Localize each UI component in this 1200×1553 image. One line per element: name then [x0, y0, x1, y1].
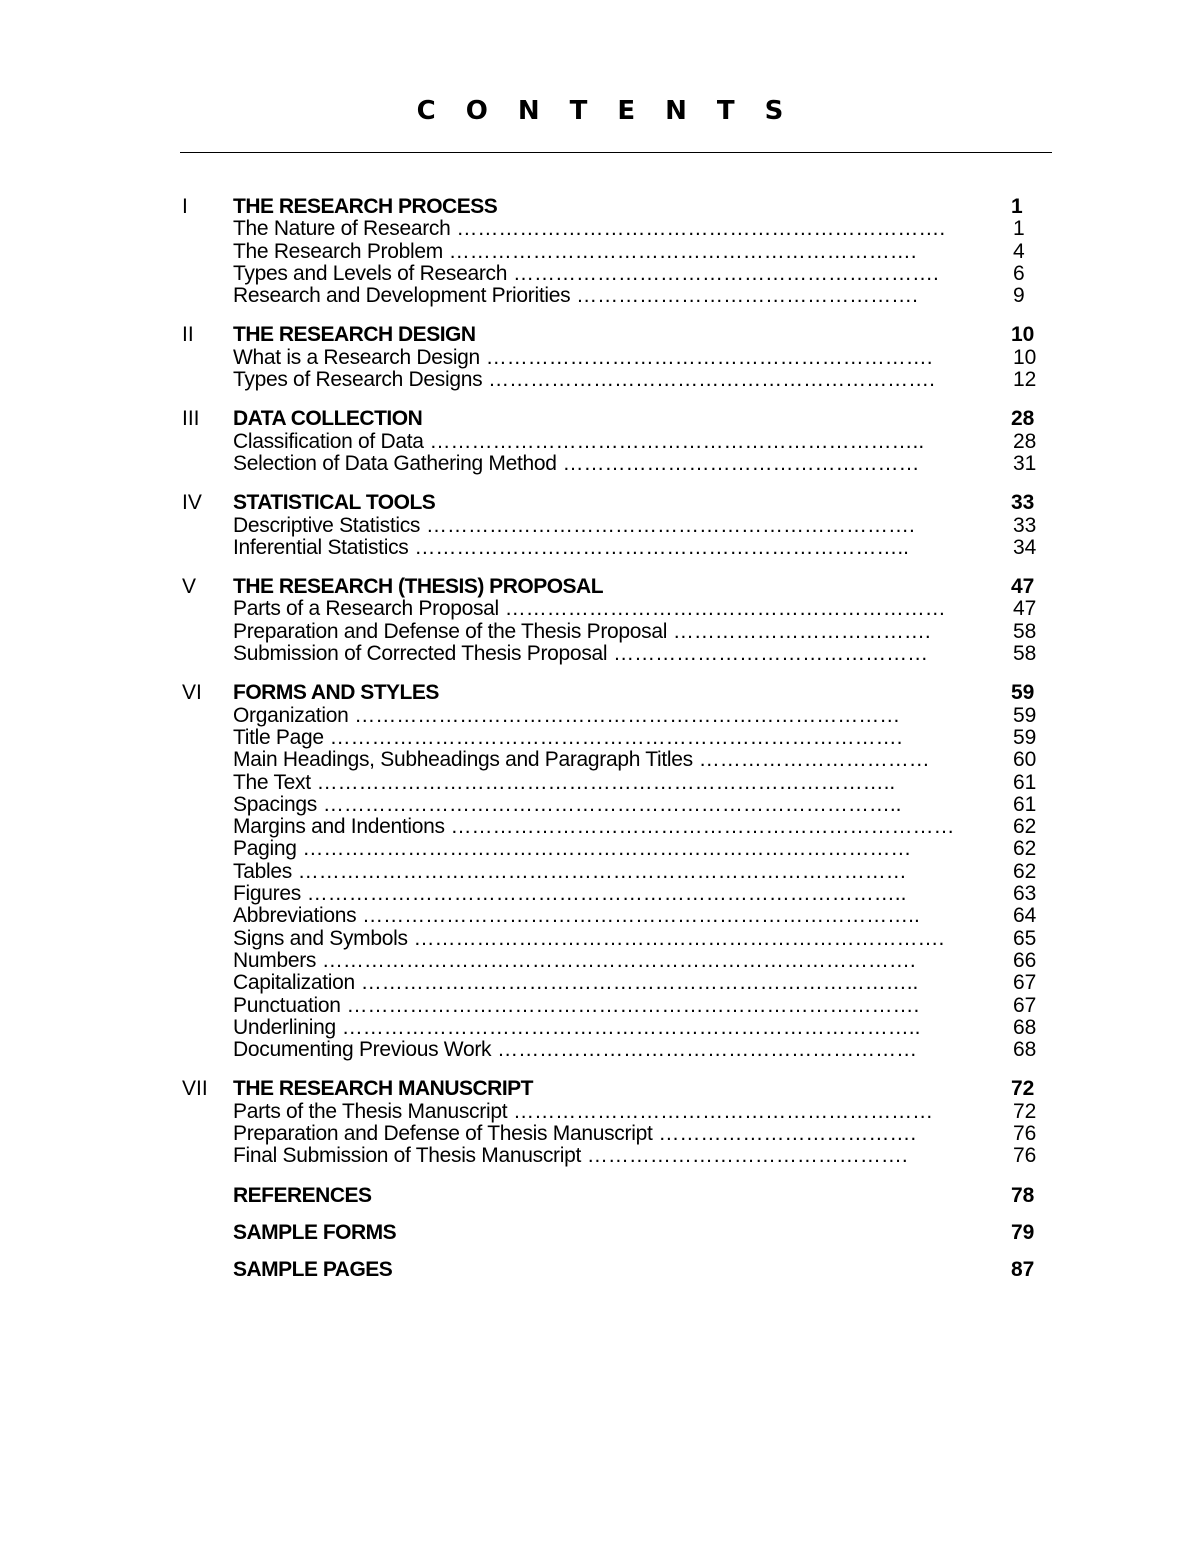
- entry-page-number: 4: [1013, 239, 1025, 263]
- chapter-4: [182, 492, 1042, 559]
- entry-page-number: 62: [1013, 815, 1037, 839]
- chapter-page-number: 28: [1011, 407, 1035, 431]
- toc-entry[interactable]: [182, 1101, 1042, 1123]
- chapter-title: THE RESEARCH MANUSCRIPT: [233, 1077, 534, 1101]
- entry-title: Title Page: [233, 726, 324, 749]
- chapter-page-number: 1: [1011, 195, 1023, 218]
- dot-leader: ……………………………………………………: [491, 1039, 918, 1062]
- entry-title: Inferential Statistics: [233, 536, 409, 559]
- entry-title: Margins and Indentions: [233, 816, 445, 839]
- entry-title: Selection of Data Gathering Method: [233, 452, 557, 475]
- dot-leader: ………………………………………………………………………..: [317, 793, 902, 816]
- dot-leader: ………………………………………: [607, 643, 929, 666]
- entry-title: Spacings: [233, 793, 317, 816]
- entry-title: Abbreviations: [233, 905, 357, 928]
- entry-page-number: 76: [1013, 1121, 1037, 1145]
- toc-entry[interactable]: [182, 285, 1042, 307]
- entry-title: What is a Research Design: [233, 346, 480, 369]
- toc-entry[interactable]: [182, 515, 1042, 537]
- dot-leader: ……………………………………………………………………….: [340, 994, 920, 1017]
- dot-leader: ……………………………………………………………………: [348, 704, 901, 727]
- chapter-heading[interactable]: [182, 492, 1042, 514]
- entry-title: Capitalization: [233, 972, 355, 995]
- toc-entry[interactable]: [182, 598, 1042, 620]
- entry-title: Types and Levels of Research: [233, 262, 508, 285]
- entry-page-number: 68: [1013, 1038, 1037, 1062]
- entry-page-number: 6: [1013, 261, 1025, 285]
- toc-entry[interactable]: [182, 369, 1042, 391]
- chapter-heading[interactable]: [182, 682, 1042, 704]
- chapter-2: [182, 324, 1042, 391]
- toc-entry[interactable]: [182, 749, 1042, 771]
- entry-title: Figures: [233, 883, 301, 906]
- entry-page-number: 59: [1013, 725, 1037, 749]
- toc-entry[interactable]: [182, 1039, 1042, 1061]
- dot-leader: ………………………………………………………………………..: [335, 1016, 921, 1039]
- entry-page-number: 76: [1013, 1144, 1037, 1168]
- dot-leader: ……………………………………………………………………….: [323, 726, 903, 749]
- entry-page-number: 31: [1013, 451, 1037, 475]
- toc-entry[interactable]: [182, 816, 1042, 838]
- chapter-title: FORMS AND STYLES: [233, 681, 439, 705]
- entry-title: Organization: [233, 704, 349, 727]
- dot-leader: ………………………………………………………………………….: [316, 949, 916, 972]
- toc-entry[interactable]: [182, 772, 1042, 794]
- dot-leader: …………………………………………………………….: [450, 218, 946, 241]
- dot-leader: ………………………………………………………………: [444, 816, 955, 839]
- chapter-numeral: I: [182, 195, 188, 218]
- entry-title: Submission of Corrected Thesis Proposal: [233, 643, 608, 666]
- entry-page-number: 9: [1013, 284, 1025, 308]
- toc-entry[interactable]: [182, 537, 1042, 559]
- toc-entry[interactable]: [182, 838, 1042, 860]
- entry-page-number: 33: [1013, 513, 1037, 537]
- toc-entry[interactable]: [182, 705, 1042, 727]
- chapter-heading[interactable]: [182, 408, 1042, 430]
- toc-entry[interactable]: [182, 950, 1042, 972]
- entry-page-number: 61: [1013, 770, 1037, 794]
- chapter-numeral: IV: [182, 491, 202, 515]
- entry-title: Final Submission of Thesis Manuscript: [233, 1145, 581, 1168]
- chapter-numeral: III: [182, 407, 200, 431]
- toc-entry[interactable]: [182, 995, 1042, 1017]
- entry-title: The Text: [233, 771, 311, 794]
- dot-leader: …………………………………………………………………………..: [300, 883, 907, 906]
- toc-entry[interactable]: [182, 794, 1042, 816]
- entry-page-number: 67: [1013, 993, 1037, 1017]
- chapter-7: [182, 1078, 1042, 1167]
- back-matter-page-number: 79: [1011, 1220, 1035, 1244]
- entry-title: Punctuation: [233, 994, 341, 1017]
- toc-entry[interactable]: [182, 727, 1042, 749]
- toc-entry[interactable]: [182, 241, 1042, 263]
- chapter-page-number: 59: [1011, 681, 1035, 705]
- chapter-title: THE RESEARCH DESIGN: [233, 323, 476, 347]
- back-matter-page-number: 87: [1011, 1258, 1035, 1282]
- dot-leader: ……………………………….: [652, 1122, 917, 1145]
- entry-page-number: 1: [1013, 217, 1025, 241]
- title-divider: [180, 152, 1052, 153]
- dot-leader: ……………………………………………………….: [479, 346, 933, 369]
- entry-title: Classification of Data: [233, 430, 424, 453]
- toc-entry[interactable]: [182, 1017, 1042, 1039]
- entry-page-number: 72: [1013, 1099, 1037, 1123]
- entry-title: Parts of the Thesis Manuscript: [233, 1100, 508, 1123]
- entry-title: Main Headings, Subheadings and Paragraph Titles: [233, 749, 693, 772]
- chapter-title: THE RESEARCH PROCESS: [233, 195, 498, 218]
- entry-page-number: 28: [1013, 429, 1037, 453]
- chapter-page-number: 47: [1011, 575, 1035, 599]
- dot-leader: ………………………………………………………………….: [407, 927, 945, 950]
- chapter-3: [182, 408, 1042, 475]
- entry-title: Types of Research Designs: [233, 369, 483, 392]
- back-matter-title: SAMPLE FORMS: [233, 1220, 397, 1244]
- dot-leader: ……………………………………………: [556, 452, 920, 475]
- toc-entry[interactable]: [182, 431, 1042, 453]
- chapter-5: [182, 576, 1042, 665]
- back-matter-item-sample-pages[interactable]: [182, 1259, 1042, 1281]
- dot-leader: ……………………………………………………………..: [408, 536, 909, 559]
- dot-leader: ………………………………………………………………………..: [310, 771, 896, 794]
- chapter-1: [182, 196, 1042, 307]
- entry-page-number: 61: [1013, 792, 1037, 816]
- toc-entry[interactable]: [182, 218, 1042, 240]
- back-matter-item-references[interactable]: [182, 1185, 1042, 1207]
- entry-title: The Research Problem: [233, 240, 443, 263]
- entry-title: Descriptive Statistics: [233, 514, 421, 537]
- toc-entry[interactable]: [182, 1123, 1042, 1145]
- entry-title: Signs and Symbols: [233, 927, 408, 950]
- dot-leader: ……………………………………………………….: [482, 369, 935, 392]
- toc-entry[interactable]: [182, 263, 1042, 285]
- entry-page-number: 62: [1013, 837, 1037, 861]
- dot-leader: ………………………………………………………….: [442, 240, 917, 263]
- entry-title: Research and Development Priorities: [233, 285, 571, 308]
- entry-page-number: 62: [1013, 859, 1037, 883]
- entry-title: Underlining: [233, 1016, 336, 1039]
- entry-page-number: 60: [1013, 748, 1037, 772]
- chapter-numeral: II: [182, 323, 194, 347]
- dot-leader: ……………………………………………………………………………: [291, 860, 907, 883]
- toc-entry[interactable]: [182, 928, 1042, 950]
- entry-page-number: 64: [1013, 904, 1037, 928]
- chapter-numeral: VII: [182, 1077, 208, 1101]
- chapter-title: THE RESEARCH (THESIS) PROPOSAL: [233, 575, 604, 599]
- chapter-numeral: V: [182, 575, 197, 599]
- entry-title: Numbers: [233, 949, 317, 972]
- toc-entry[interactable]: [182, 347, 1042, 369]
- chapter-numeral: VI: [182, 681, 202, 705]
- dot-leader: ……………………………………………………………………………: [296, 838, 912, 861]
- toc-entry[interactable]: [182, 883, 1042, 905]
- entry-page-number: 68: [1013, 1015, 1037, 1039]
- entry-title: Documenting Previous Work: [233, 1039, 492, 1062]
- entry-page-number: 10: [1013, 345, 1037, 369]
- dot-leader: ………………………………………………………: [498, 598, 946, 621]
- chapter-heading[interactable]: [182, 1078, 1042, 1100]
- entry-page-number: 65: [1013, 926, 1037, 950]
- entry-title: Paging: [233, 838, 297, 861]
- entry-page-number: 58: [1013, 642, 1037, 666]
- dot-leader: ……………………………….: [667, 620, 931, 643]
- dot-leader: …………………………………………………………….: [420, 514, 915, 537]
- chapter-heading[interactable]: [182, 324, 1042, 346]
- entry-title: Parts of a Research Proposal: [233, 598, 499, 621]
- toc-entry[interactable]: [182, 861, 1042, 883]
- chapter-heading[interactable]: [182, 576, 1042, 598]
- entry-title: Tables: [233, 860, 292, 883]
- toc-entry[interactable]: [182, 643, 1042, 665]
- back-matter-title: REFERENCES: [233, 1183, 372, 1207]
- page-title: CONTENTS: [416, 96, 814, 126]
- entry-title: The Nature of Research: [233, 218, 451, 241]
- entry-page-number: 47: [1013, 597, 1037, 621]
- dot-leader: ……………………………………………………………………..: [354, 972, 919, 995]
- dot-leader: ………………………………………….: [570, 285, 919, 308]
- chapter-title: STATISTICAL TOOLS: [233, 491, 436, 515]
- back-matter-page-number: 78: [1011, 1183, 1035, 1207]
- toc-entry[interactable]: [182, 621, 1042, 643]
- back-matter-item-sample-forms[interactable]: [182, 1222, 1042, 1244]
- entry-page-number: 63: [1013, 882, 1037, 906]
- chapter-page-number: 72: [1011, 1077, 1035, 1101]
- entry-title: Preparation and Defense of the Thesis Proposal: [233, 620, 668, 643]
- dot-leader: ……………………………………………………………………..: [356, 905, 920, 928]
- back-matter: [182, 1185, 1042, 1282]
- entry-page-number: 12: [1013, 368, 1037, 392]
- entry-title: Preparation and Defense of Thesis Manuscript: [233, 1122, 653, 1145]
- toc-entry[interactable]: [182, 905, 1042, 927]
- dot-leader: ……………………………………………………: [507, 1100, 934, 1123]
- table-of-contents: [182, 196, 1042, 1296]
- entry-page-number: 59: [1013, 703, 1037, 727]
- dot-leader: ……………………………: [692, 749, 930, 772]
- toc-entry[interactable]: [182, 453, 1042, 475]
- chapter-title: DATA COLLECTION: [233, 407, 423, 431]
- entry-page-number: 67: [1013, 971, 1037, 995]
- entry-page-number: 66: [1013, 948, 1037, 972]
- dot-leader: ……………………………………………………………..: [423, 430, 925, 453]
- chapter-page-number: 33: [1011, 491, 1035, 515]
- chapter-6: [182, 682, 1042, 1061]
- entry-page-number: 58: [1013, 619, 1037, 643]
- entry-page-number: 34: [1013, 535, 1037, 559]
- dot-leader: …………………………………………………….: [507, 262, 939, 285]
- toc-entry[interactable]: [182, 972, 1042, 994]
- toc-entry[interactable]: [182, 1145, 1042, 1167]
- back-matter-title: SAMPLE PAGES: [233, 1258, 393, 1282]
- chapter-heading[interactable]: [182, 196, 1042, 218]
- dot-leader: ……………………………………….: [581, 1145, 908, 1168]
- chapter-page-number: 10: [1011, 323, 1035, 347]
